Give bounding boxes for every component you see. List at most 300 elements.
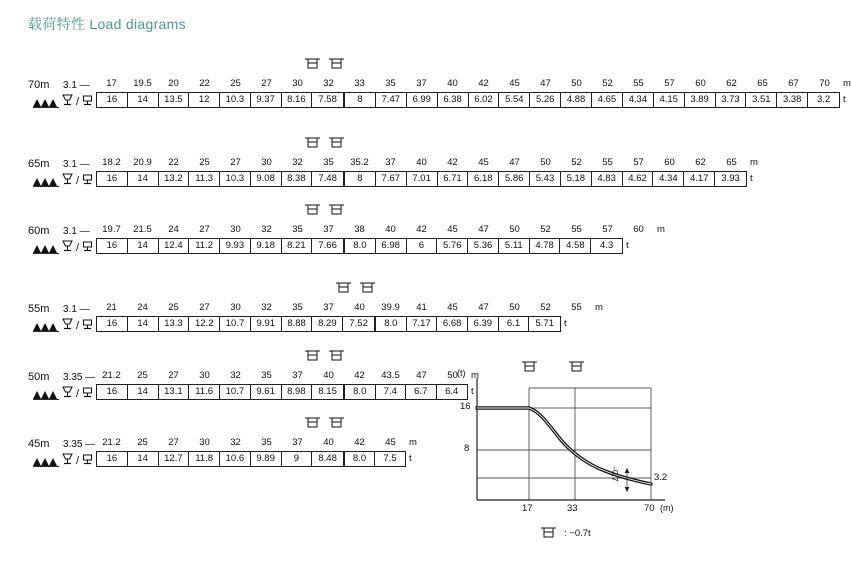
load-value: 14 [128,239,159,253]
radius-value: 47 [509,157,520,168]
load-value: 14 [128,172,159,186]
load-value: 7.66 [318,240,337,251]
row-label: 70m [28,79,50,91]
jib-head-icon-pair [335,280,379,298]
load-value: 4.58 [560,239,591,253]
load-cells-near [96,171,344,187]
radius-value: 21.5 [133,224,152,235]
load-value: 3.38 [777,93,808,107]
radius-value: 24 [137,302,148,313]
radius-value: 25 [199,157,210,168]
radius-value: 41 [416,302,427,313]
load-value: 7.5 [383,453,397,464]
load-value: 9.18 [251,239,282,253]
chart-ytick-3-2: 3.2 [654,472,668,483]
jib-head-icon [568,360,588,372]
load-value: 3.2 [816,94,831,105]
load-value: 5.36 [468,239,499,253]
load-value: 8.48 [318,453,337,464]
load-value: 13.5 [159,93,190,107]
load-cells-near [96,384,344,400]
load-value: 4.34 [623,93,654,107]
footnote [540,525,591,541]
load-value: 16 [97,93,128,107]
support-pictograms [33,452,94,470]
radius-value: 30 [230,224,241,235]
radius-value: 50 [540,157,551,168]
radius-value: 21.2 [102,437,121,448]
outrigger-icon [61,385,74,403]
load-value: 8 [345,172,376,186]
unit-length: m [471,370,479,381]
load-value: 5.86 [499,172,530,186]
radius-value: 22 [168,157,179,168]
jib-head-icon [335,280,355,298]
load-value: 9.37 [251,93,282,107]
pad-icon [81,239,94,257]
load-value: 5.18 [561,172,592,186]
jib-head-icon [540,525,560,541]
unit-weight: t [471,386,474,397]
load-value: 7.4 [376,385,407,399]
load-value: 11.3 [189,172,220,186]
radius-value: 60 [633,224,644,235]
radius-value: 65 [757,78,768,89]
radius-value: 40 [323,437,334,448]
load-value: 10.6 [220,452,251,466]
radius-value: 18.2 [102,157,121,168]
load-value: 14 [128,452,159,466]
radius-value: 19.7 [102,224,121,235]
radius-value: 45 [478,157,489,168]
radius-value: 24 [168,224,179,235]
load-value: 9 [282,452,313,466]
slash-separator: / [76,242,80,254]
radius-value: 45 [385,437,396,448]
jib-head-icon [304,56,324,74]
load-value: 4.78 [530,239,561,253]
row-label: 50m [28,371,50,383]
jib-head-icon [304,135,324,153]
row-prefix: 3.1 — [63,80,90,91]
radius-value: 37 [292,370,303,381]
support-pictograms [33,385,94,403]
radius-value: 32 [230,370,241,381]
radius-value: 17 [106,78,117,89]
load-value: 5.26 [530,93,561,107]
pad-icon [81,317,94,335]
jib-head-icon [304,348,324,366]
load-value: 8 [345,93,376,107]
radius-value: 47 [478,224,489,235]
radius-value: 30 [292,78,303,89]
radius-value: 57 [633,157,644,168]
radius-value: 52 [571,157,582,168]
load-value: 4.65 [592,93,623,107]
radius-value: 50 [447,370,458,381]
load-value: 6.4 [445,386,459,397]
load-value: 13.2 [159,172,190,186]
load-value: 6 [407,239,438,253]
chart-ytick-8: 8 [464,443,470,454]
row-label: 55m [28,303,50,315]
radius-value: 55 [602,157,613,168]
radius-value: 25 [137,370,148,381]
radius-value: 30 [230,302,241,313]
radius-value: 27 [168,437,179,448]
load-value: 7.52 [349,318,368,329]
load-value: 12.2 [189,317,220,331]
slash-separator: / [76,320,80,332]
radius-value: 45 [447,302,458,313]
row-label: 45m [28,438,50,450]
radius-value: 60 [695,78,706,89]
radius-value: 35 [292,224,303,235]
load-value: 7.58 [318,94,337,105]
load-value: 14 [128,385,159,399]
radius-value: 47 [416,370,427,381]
radius-value: 37 [416,78,427,89]
radius-value: 32 [323,78,334,89]
unit-length: m [409,437,417,448]
unit-length: m [750,157,758,168]
radius-value: 37 [292,437,303,448]
load-value: 9.93 [220,239,251,253]
radius-value: 35 [261,370,272,381]
radius-value: 65 [726,157,737,168]
unit-length: m [657,224,665,235]
load-value: 16 [97,452,128,466]
outrigger-icon [61,93,74,111]
radius-value: 37 [323,302,334,313]
radius-value: 52 [540,302,551,313]
jib-head-icon-pair [304,56,348,74]
jib-head-icon [521,360,541,372]
load-cells-near [96,451,344,467]
load-cells-near [96,238,344,254]
radius-value: 52 [602,78,613,89]
jib-head-icon [328,202,348,220]
radius-value: 55 [571,224,582,235]
load-value: 8.38 [282,172,313,186]
pad-icon [81,452,94,470]
load-value: 10.7 [220,385,251,399]
radius-value: 42 [354,370,365,381]
slash-separator: / [76,455,80,467]
support-pictograms [33,239,94,257]
radius-value: 21 [106,302,117,313]
jib-head-icon [328,415,348,433]
row-prefix: 3.1 — [63,159,90,170]
radius-value: 37 [323,224,334,235]
jib-head-icon-pair [304,135,348,153]
load-value: 8.21 [282,239,313,253]
load-value: 9.61 [251,385,282,399]
load-cells-far [344,384,468,400]
radius-value: 62 [695,157,706,168]
radius-value: 40 [385,224,396,235]
unit-length: m [843,78,851,89]
load-value: 7.17 [407,317,438,331]
load-value: 16 [97,385,128,399]
radius-value: 30 [199,437,210,448]
radius-value: 25 [168,302,179,313]
unit-weight: t [564,318,567,329]
radius-value: 40 [323,370,334,381]
unit-weight: t [750,173,753,184]
row-prefix: 3.1 — [63,226,90,237]
load-value: 3.89 [685,93,716,107]
jib-head-icon [359,280,379,298]
load-value: 10.3 [220,172,251,186]
load-value: 8.29 [312,317,343,331]
jib-head-icon [328,348,348,366]
radius-value: 57 [664,78,675,89]
load-value: 12.4 [159,239,190,253]
track-icon [33,389,59,400]
chart-xtick-70: 70 [644,503,655,514]
unit-weight: t [843,94,846,105]
track-icon [33,456,59,467]
radius-value: 67 [788,78,799,89]
radius-value: 40 [416,157,427,168]
row-prefix: 3.35 — [63,439,96,450]
jib-head-icon-pair [304,348,348,366]
load-value: 6.99 [407,93,438,107]
outrigger-icon [61,239,74,257]
jib-head-icon [328,56,348,74]
load-value: 4.62 [623,172,654,186]
load-curve-chart [455,368,680,522]
load-value: 7.47 [376,93,407,107]
radius-value: 32 [261,302,272,313]
load-cells-far [375,316,561,332]
slash-separator: / [76,388,80,400]
radius-value: 35 [323,157,334,168]
radius-value: 21.2 [102,370,121,381]
load-value: 14 [128,93,159,107]
radius-value: 20 [168,78,179,89]
jib-head-icon [328,135,348,153]
load-value: 16 [97,239,128,253]
radius-value: 55 [571,302,582,313]
pad-icon [81,93,94,111]
radius-value: 42 [447,157,458,168]
radius-value: 40 [354,302,365,313]
page-title: 载荷特性 Load diagrams [28,16,186,32]
radius-value: 60 [664,157,675,168]
pad-icon [81,385,94,403]
radius-value: 50 [571,78,582,89]
chart-xtick-17: 17 [522,503,533,514]
radius-value: 39.9 [381,302,400,313]
outrigger-icon [61,172,74,190]
radius-value: 20.9 [133,157,152,168]
load-value: 11.8 [189,452,220,466]
load-value: 9.89 [251,452,282,466]
radius-value: 32 [292,157,303,168]
load-value: 7.67 [376,172,407,186]
chart-xlabel: (m) [660,503,674,513]
track-icon [33,243,59,254]
load-cells-far [344,92,840,108]
radius-value: 30 [261,157,272,168]
load-cells-far [344,238,623,254]
radius-value: 33 [354,78,365,89]
load-value: 5.76 [437,239,468,253]
load-cells-near [96,316,375,332]
radius-value: 32 [261,224,272,235]
chart-offset-annotation: -0.7 [610,467,620,482]
load-value: 5.11 [499,239,530,253]
load-cells-near [96,92,344,108]
load-value: 11.2 [189,239,220,253]
load-value: 16 [97,317,128,331]
radius-value: 35.2 [350,157,369,168]
load-value: 8.0 [345,385,376,399]
load-value: 4.83 [592,172,623,186]
radius-value: 40 [447,78,458,89]
load-value: 3.73 [716,93,747,107]
slash-separator: / [76,175,80,187]
load-value: 6.02 [469,93,500,107]
load-value: 12.7 [159,452,190,466]
radius-value: 35 [385,78,396,89]
chart-ylabel: (t) [457,368,466,378]
radius-value: 62 [726,78,737,89]
row-label: 65m [28,158,50,170]
footnote-text: : −0.7t [564,527,591,539]
load-value: 11.6 [189,385,220,399]
radius-value: 43.5 [381,370,400,381]
jib-head-icon [304,202,324,220]
radius-value: 45 [509,78,520,89]
radius-value: 30 [199,370,210,381]
load-cells-far [344,451,406,467]
radius-value: 35 [292,302,303,313]
load-value: 7.01 [407,172,438,186]
support-pictograms [33,317,94,335]
track-icon [33,97,59,108]
jib-head-icon-pair [304,202,348,220]
load-value: 13.1 [159,385,190,399]
load-value: 6.38 [438,93,469,107]
load-value: 6.1 [499,317,530,331]
unit-length: m [595,302,603,313]
unit-weight: t [626,240,629,251]
radius-value: 27 [230,157,241,168]
outrigger-icon [61,452,74,470]
chart-ytick-16: 16 [460,401,471,412]
load-value: 6.18 [468,172,499,186]
load-value: 8.16 [282,93,313,107]
radius-value: 22 [199,78,210,89]
radius-value: 52 [540,224,551,235]
radius-value: 42 [478,78,489,89]
radius-value: 47 [478,302,489,313]
load-value: 6.68 [437,317,468,331]
unit-weight: t [409,453,412,464]
track-icon [33,176,59,187]
track-icon [33,321,59,332]
load-value: 3.51 [746,93,777,107]
load-value: 6.39 [468,317,499,331]
support-pictograms [33,93,94,111]
load-value: 4.34 [653,172,684,186]
radius-value: 27 [261,78,272,89]
load-value: 8.88 [282,317,313,331]
load-value: 7.48 [318,173,337,184]
load-value: 9.08 [251,172,282,186]
load-value: 12 [189,93,220,107]
chart-xtick-33: 33 [567,503,578,514]
radius-value: 25 [137,437,148,448]
radius-value: 27 [199,224,210,235]
load-value: 5.43 [530,172,561,186]
row-prefix: 3.35 — [63,372,96,383]
load-value: 6.98 [376,239,407,253]
radius-value: 25 [230,78,241,89]
load-value: 6.71 [438,172,469,186]
radius-value: 42 [354,437,365,448]
load-value: 14 [128,317,159,331]
outrigger-icon [61,317,74,335]
row-prefix: 3.1 — [63,304,90,315]
load-value: 16 [97,172,128,186]
load-value: 10.7 [220,317,251,331]
pad-icon [81,172,94,190]
load-value: 10.3 [220,93,251,107]
row-label: 60m [28,225,50,237]
load-value: 4.15 [654,93,685,107]
jib-head-icon [304,415,324,433]
load-value: 4.17 [684,172,715,186]
radius-value: 27 [199,302,210,313]
radius-value: 70 [819,78,830,89]
radius-value: 50 [509,302,520,313]
load-value: 8.0 [345,452,375,466]
load-value: 8.0 [376,317,407,331]
load-value: 5.54 [499,93,530,107]
radius-value: 57 [602,224,613,235]
load-value: 3.93 [721,173,740,184]
load-value: 6.7 [406,385,437,399]
slash-separator: / [76,96,80,108]
load-value: 4.3 [600,240,614,251]
support-pictograms [33,172,94,190]
radius-value: 47 [540,78,551,89]
load-value: 8.98 [282,385,313,399]
load-value: 5.71 [535,318,554,329]
radius-value: 19.5 [133,78,152,89]
load-value: 13.3 [159,317,190,331]
radius-value: 32 [230,437,241,448]
radius-value: 27 [168,370,179,381]
radius-value: 42 [416,224,427,235]
load-cells-far [344,171,747,187]
radius-value: 35 [261,437,272,448]
radius-value: 38 [354,224,365,235]
load-value: 8.0 [345,239,376,253]
radius-value: 37 [385,157,396,168]
radius-value: 50 [509,224,520,235]
load-value: 8.15 [318,386,337,397]
load-value: 9.91 [251,317,282,331]
radius-value: 55 [633,78,644,89]
jib-head-icon-pair [304,415,348,433]
radius-value: 45 [447,224,458,235]
load-value: 4.88 [561,93,592,107]
